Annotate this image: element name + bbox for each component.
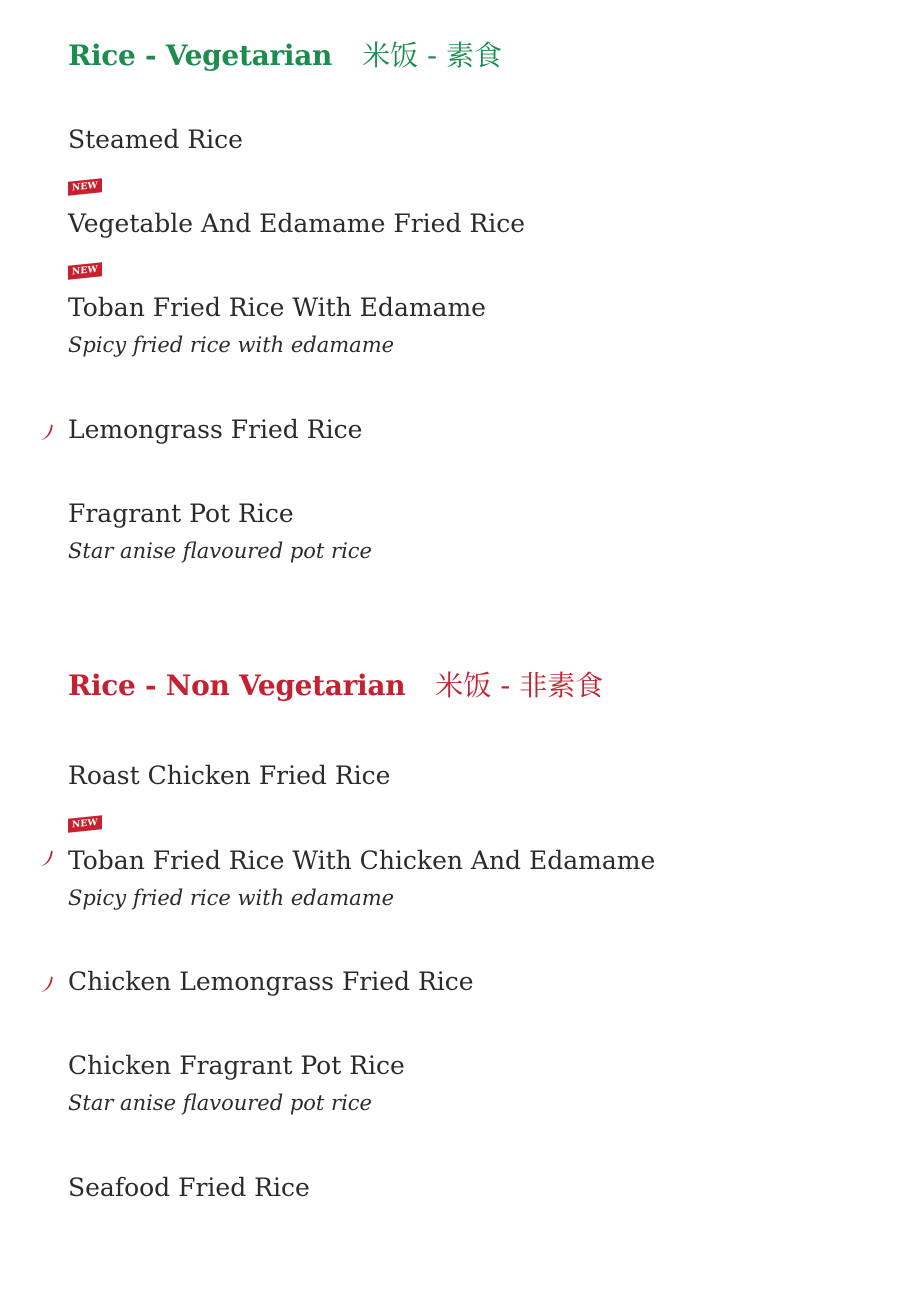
new-badge: NEW [68, 262, 102, 280]
menu-item [68, 966, 474, 998]
chili-icon [38, 974, 54, 994]
menu-item [68, 760, 390, 792]
section-title-vegetarian [68, 34, 502, 74]
menu-item-name: Vegetable And Edamame Fried Rice [68, 209, 526, 238]
menu-item-name: Chicken Lemongrass Fried Rice [68, 967, 474, 996]
menu-item-name: Seafood Fried Rice [68, 1173, 310, 1202]
menu-item-name: Toban Fried Rice With Chicken And Edamame [68, 846, 656, 875]
menu-item-description: Star anise flavoured pot rice [68, 1091, 372, 1115]
menu-item-name: Chicken Fragrant Pot Rice [68, 1051, 405, 1080]
menu-item [68, 498, 372, 566]
menu-item-description: Spicy fried rice with edamame [68, 333, 395, 357]
menu-item [68, 1172, 310, 1204]
section-title-non-vegetarian [68, 664, 603, 704]
new-badge: NEW [68, 815, 102, 833]
new-badge: NEW [68, 178, 102, 196]
section-title-en: Rice - Non Vegetarian [68, 669, 406, 702]
menu-item-name: Lemongrass Fried Rice [68, 415, 363, 444]
chili-icon [38, 422, 54, 442]
menu-item-name: Steamed Rice [68, 125, 243, 154]
section-title-zh: 米饭 - 非素食 [435, 669, 604, 702]
menu-item-name: Fragrant Pot Rice [68, 499, 294, 528]
menu-item [68, 1050, 405, 1118]
menu-item-name: Roast Chicken Fried Rice [68, 761, 391, 790]
menu-item [68, 292, 486, 360]
section-title-zh: 米饭 - 素食 [362, 39, 503, 72]
menu-item-description: Star anise flavoured pot rice [68, 539, 372, 563]
menu-item-description: Spicy fried rice with edamame [68, 886, 395, 910]
menu-item [68, 208, 525, 240]
menu-item [68, 845, 655, 913]
menu-item-name: Toban Fried Rice With Edamame [68, 293, 486, 322]
section-title-en: Rice - Vegetarian [68, 39, 333, 72]
chili-icon [38, 848, 54, 868]
menu-item [68, 124, 243, 156]
menu-item [68, 414, 362, 446]
